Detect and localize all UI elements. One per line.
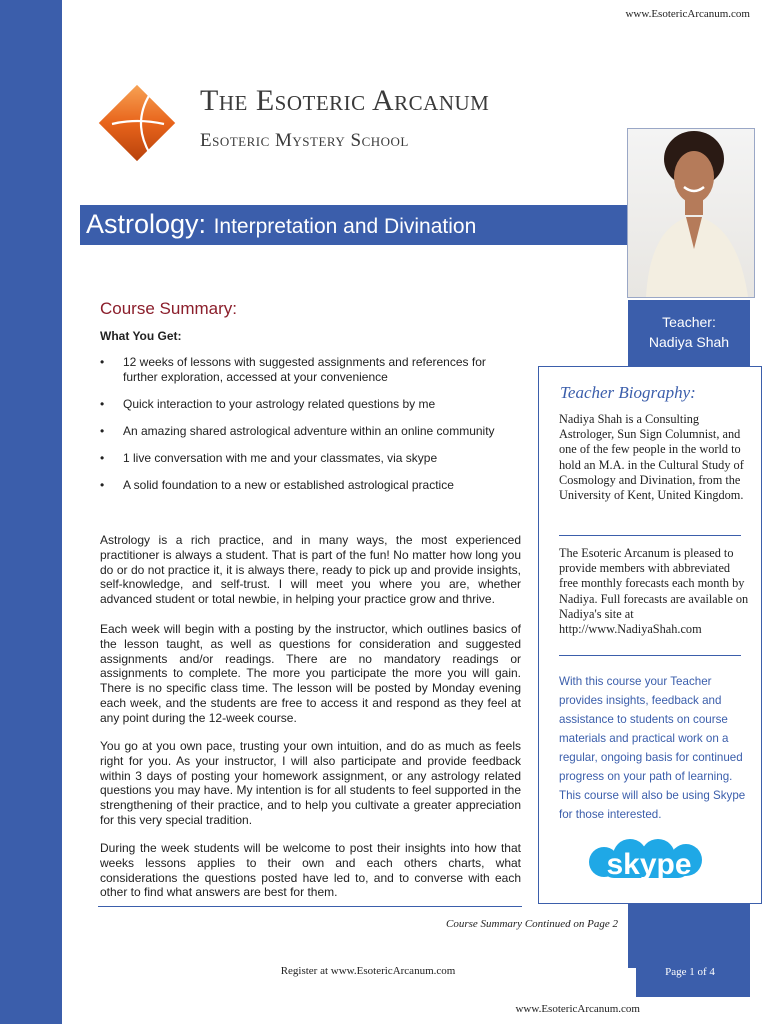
body-paragraph: Each week will begin with a posting by the instructor, which outlines basics of the lesson taught, as well as questions for consideration and suggested assignments and/or readings. There are no mandatory readings or assignments to complete. The more you participate the more you will gain. There is no specific class time. The lesson will be posted by Monday evening each week, and the students are free to access it and respond as they feel at any point during the 12-week course. [100, 622, 521, 725]
esoteric-arcanum-logo [92, 78, 182, 168]
skype-logo-text: skype [606, 848, 692, 881]
list-item: • An amazing shared astrological adventure within an online community [100, 424, 495, 438]
content-divider [98, 906, 522, 907]
bio-paragraph-1: Nadiya Shah is a Consulting Astrologer, Sun Sign Columnist, and one of the few people in the world to hold an M.A. in the Cultural Study of Cosmology and Divination, from the University of Kent, United Kingdom. [559, 412, 744, 503]
body-paragraph: Astrology is a rich practice, and in many ways, the most experienced practitioner is always a student. That is part of the fun! No matter how long you do or do not practice it, it is always there, ready to pick up and provide insights, self-knowledge, and self-trust. I will meet you where you are, whether advanced student or total newbie, in helping your practice grow and thrive. [100, 533, 521, 607]
bullet-mark: • [100, 397, 105, 411]
bottom-url[interactable]: www.EsotericArcanum.com [515, 1003, 640, 1015]
bio-divider [559, 535, 741, 536]
bio-paragraph-2: The Esoteric Arcanum is pleased to provide members with abbreviated free monthly forecasts each month by Nadiya. Full forecasts are available on Nadiya's site at http://www.NadiyaShah.com [559, 546, 749, 637]
list-item: • A solid foundation to a new or established astrological practice [100, 478, 454, 492]
bio-paragraph-3: With this course your Teacher provides insights, feedback and assistance to students on course materials and practical work on a regular, ongoing basis for continued progress on your path of learning. This course will also be using Skype for those interested. [559, 675, 746, 821]
benefits-list [100, 355, 522, 505]
body-paragraph: You go at you own pace, trusting your own intuition, and do as much as feels right for you. As your instructor, I will also participate and provide feedback within 3 days of posting your homework assignment, or any astrology related questions you may have. My intention is for all students to feel supported in the strengthening of their practice, and to help you cultivate a greater appreciation for this very special tradition. [100, 739, 521, 827]
course-title-banner [80, 205, 628, 245]
top-url[interactable]: www.EsotericArcanum.com [625, 8, 750, 20]
bullet-mark: • [100, 355, 105, 369]
site-subtitle: Esoteric Mystery School [200, 130, 409, 151]
teacher-name: Nadiya Shah [648, 334, 730, 350]
list-item: • 12 weeks of lessons with suggested assignments and references for further exploration, accessed at your convenience [100, 355, 486, 384]
course-summary-heading: Course Summary: [100, 299, 237, 318]
page-number: Page 1 of 4 [665, 966, 715, 978]
site-title: The Esoteric Arcanum [200, 84, 490, 117]
bullet-mark: • [100, 451, 105, 465]
teacher-label [628, 312, 750, 352]
body-paragraph: During the week students will be welcome to post their insights into how that weeks lessons applies to their own and each others charts, what considerations the questions posted have led to, and to converse with each other to find what answers are best for them. [100, 841, 521, 900]
bullet-mark: • [100, 478, 105, 492]
list-item: • Quick interaction to your astrology related questions by me [100, 397, 436, 411]
register-link[interactable]: Register at www.EsotericArcanum.com [280, 965, 456, 977]
continued-note: Course Summary Continued on Page 2 [445, 918, 618, 930]
course-title [86, 209, 476, 240]
bio-divider [559, 655, 741, 656]
teacher-label-line1: Teacher: [662, 314, 716, 330]
bio-title: Teacher Biography: [560, 383, 696, 402]
left-sidebar-band [0, 0, 62, 1024]
course-subject: Astrology: [86, 209, 207, 239]
list-item: • 1 live conversation with me and your classmates, via skype [100, 451, 438, 465]
skype-logo [584, 834, 714, 894]
course-topic: Interpretation and Divination [213, 215, 477, 238]
teacher-photo [627, 128, 755, 298]
what-you-get-heading: What You Get: [100, 329, 182, 343]
bullet-mark: • [100, 424, 105, 438]
